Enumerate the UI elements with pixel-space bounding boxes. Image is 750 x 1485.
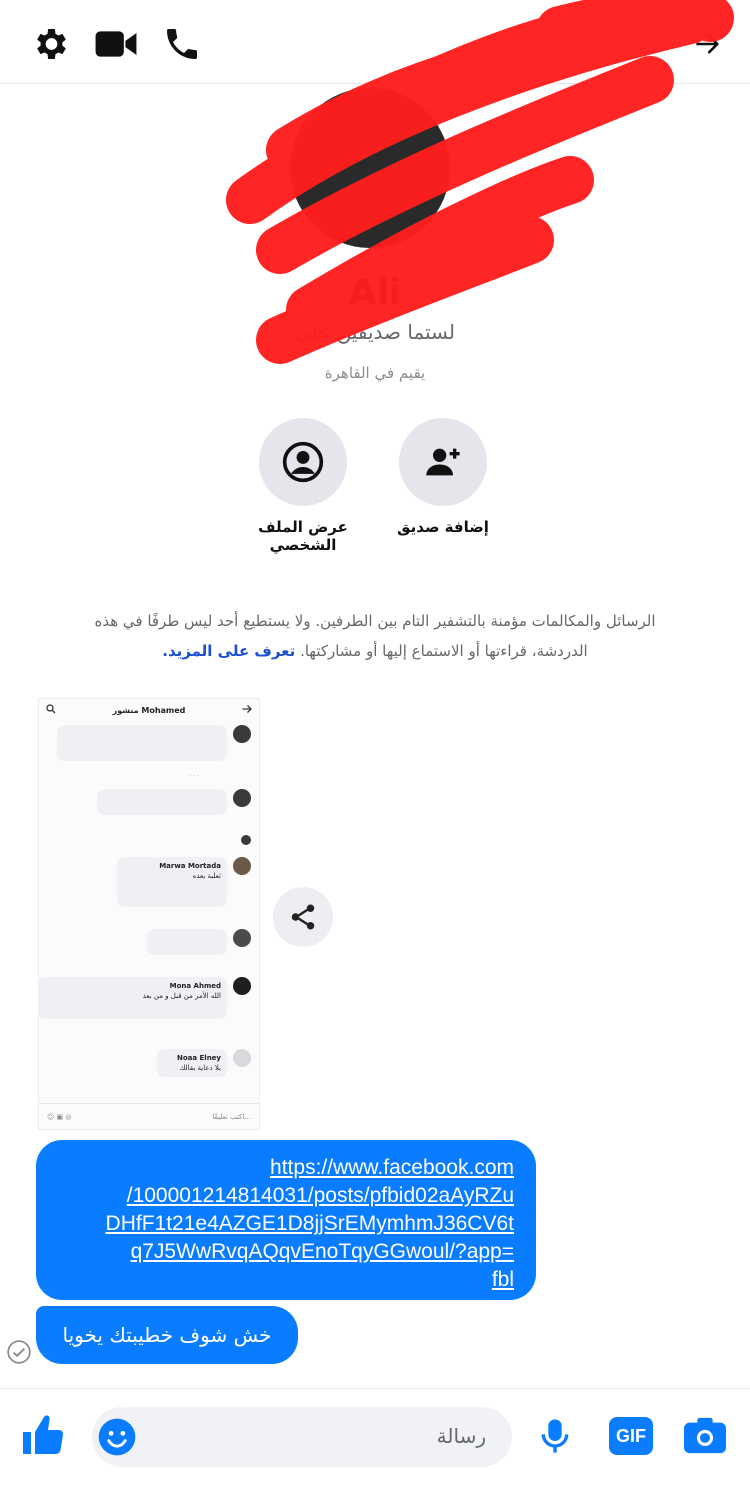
add-friend-button[interactable] (399, 418, 487, 506)
link-message-bubble[interactable] (36, 1140, 536, 1300)
phone-icon[interactable] (160, 22, 204, 66)
view-profile-action[interactable] (228, 418, 378, 554)
link-line[interactable]: https://www.facebook.com (270, 1156, 514, 1179)
conversation-header (0, 0, 750, 84)
screenshot-comment-text: بلا دعاية بقالك (179, 1064, 221, 1072)
message-input[interactable] (92, 1407, 512, 1467)
link-line[interactable]: DHfF1t21e4AZGE1D8jjSrEMymhmJ36CV6t (105, 1212, 514, 1235)
screenshot-comment (147, 929, 251, 955)
gif-icon[interactable] (606, 1411, 656, 1461)
learn-more-link[interactable]: تعرف على المزيد. (162, 642, 296, 660)
message-placeholder: رسالة (436, 1424, 486, 1448)
back-arrow-icon[interactable] (688, 24, 728, 64)
video-camera-icon[interactable] (94, 22, 138, 66)
screenshot-comment (157, 1049, 251, 1077)
screenshot-title: منشور Mohamed (112, 705, 186, 715)
screenshot-comment-author: Noaa Elney (176, 1054, 221, 1062)
friendship-status: لستما صديقين على (295, 320, 455, 344)
screenshot-comment-author: Mona Ahmed (169, 982, 221, 990)
screenshot-comment-author: Marwa Mortada (159, 862, 221, 870)
profile-circle-icon (281, 440, 325, 484)
screenshot-comment (125, 835, 251, 847)
arrow-icon (241, 703, 253, 717)
shared-screenshot-image[interactable]: منشور Mohamed · · · Marwa Mortada ثعلبة بعده Mona Ahmed الله الأمر من قبل و من بعد Noaa Elney بلا دعاية بقالك ☺ ▣ ◎ اكتب تعليقًا... (38, 698, 260, 1130)
camera-icon[interactable] (680, 1411, 730, 1461)
encryption-notice (70, 606, 680, 666)
emoji-icon[interactable] (92, 1412, 142, 1462)
gif-label: GIF (609, 1417, 653, 1455)
screenshot-comment (38, 977, 251, 1019)
screenshot-comment (57, 725, 251, 761)
text-message: خش شوف خطيبتك يخويا (62, 1323, 272, 1347)
view-profile-button[interactable] (259, 418, 347, 506)
text-message-bubble[interactable] (36, 1306, 298, 1364)
screenshot-comment (117, 857, 251, 907)
screenshot-comment (97, 789, 251, 815)
profile-location: يقيم في القاهرة (324, 364, 426, 382)
screenshot-input-placeholder: اكتب تعليقًا... (212, 1112, 251, 1121)
link-line[interactable]: q7J5WwRvqAQqvEnoTqyGGwoul/?app= (130, 1240, 514, 1263)
sent-check-icon (6, 1339, 32, 1365)
profile-avatar[interactable] (290, 88, 450, 248)
gear-icon[interactable] (28, 22, 72, 66)
encryption-notice-text: الرسائل والمكالمات مؤمنة بالتشفير التام بين الطرفين. ولا يستطيع أحد ليس طرفًا في هذه الدردشة، قراءتها أو الاستماع إليها أو مشاركتها. (94, 612, 656, 660)
screenshot-header (39, 699, 259, 721)
share-button[interactable] (273, 887, 333, 947)
message-composer (0, 1388, 750, 1485)
like-icon[interactable] (18, 1411, 68, 1461)
add-friend-label: إضافة صديق (397, 518, 489, 536)
add-friend-action[interactable] (368, 418, 518, 536)
view-profile-label: عرض الملف الشخصي (258, 518, 348, 554)
share-icon (288, 902, 318, 932)
screenshot-comment-input: ☺ ▣ ◎ اكتب تعليقًا... (39, 1103, 259, 1129)
link-line[interactable]: fbl (491, 1268, 514, 1291)
search-icon (45, 703, 57, 717)
profile-name: Ali (348, 272, 402, 313)
microphone-icon[interactable] (530, 1411, 580, 1461)
screenshot-comment-text: ثعلبة بعده (192, 872, 221, 880)
link-line[interactable]: /100001214814031/posts/pfbid02aAyRZu (126, 1184, 514, 1207)
screenshot-comment-text: الله الأمر من قبل و من بعد (142, 992, 221, 1000)
add-person-icon (423, 442, 463, 482)
